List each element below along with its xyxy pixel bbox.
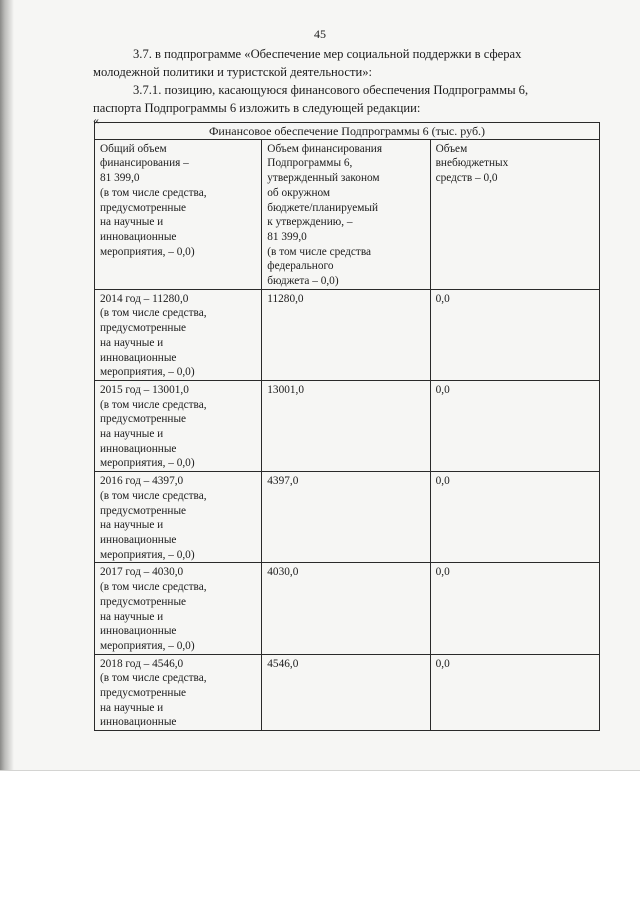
year-offbudget-cell: 0,0	[430, 472, 599, 563]
opening-quote-mark: «	[93, 113, 99, 127]
year-total-cell	[95, 472, 262, 563]
cell-line: предусмотренные	[100, 504, 187, 517]
cell-line: утвержденный законом	[267, 172, 380, 185]
cell-line: на научные и	[100, 610, 164, 623]
table-row	[95, 472, 600, 563]
table-caption: Финансовое обеспечение Подпрограммы 6 (тыс. руб.)	[95, 123, 600, 140]
cell-line: внебюджетных	[435, 157, 509, 170]
cell-line: (в том числе средства,	[100, 398, 207, 411]
cell-line: на научные и	[100, 336, 164, 349]
table-row	[95, 563, 600, 654]
cell-line: инновационные	[100, 230, 177, 243]
cell-line: бюджета – 0,0)	[267, 275, 339, 288]
table-row	[95, 289, 600, 380]
paragraph-3-7-1	[93, 81, 598, 117]
table-row	[95, 380, 600, 471]
cell-line: (в том числе средства,	[100, 489, 207, 502]
year-budget-cell: 4030,0	[262, 563, 430, 654]
cell-line: мероприятия, – 0,0)	[100, 366, 195, 379]
cell-line: (в том числе средства	[267, 245, 372, 258]
cell-line: инновационные	[100, 351, 177, 364]
year-offbudget-cell: 0,0	[430, 563, 599, 654]
cell-line: 2014 год – 11280,0	[100, 292, 189, 305]
cell-line: (в том числе средства,	[100, 581, 207, 594]
cell-line: предусмотренные	[100, 595, 187, 608]
year-offbudget-cell: 0,0	[430, 380, 599, 471]
cell-line: (в том числе средства,	[100, 307, 207, 320]
cell-line: инновационные	[100, 533, 177, 546]
cell-line: федерального	[267, 260, 334, 273]
cell-line: предусмотренные	[100, 201, 187, 214]
table-header-row	[95, 139, 600, 289]
financing-table	[94, 122, 600, 731]
cell-line: 81 399,0	[267, 230, 307, 243]
table-row	[95, 654, 600, 731]
year-total-cell	[95, 380, 262, 471]
cell-line: Общий объем	[100, 142, 167, 155]
paragraph-line: паспорта Подпрограммы 6 изложить в следующей редакции:	[93, 101, 421, 115]
cell-line: на научные и	[100, 701, 164, 714]
cell-line: мероприятия, – 0,0)	[100, 548, 195, 561]
year-total-cell	[95, 563, 262, 654]
cell-line: средств – 0,0	[435, 172, 498, 185]
year-offbudget-cell: 0,0	[430, 289, 599, 380]
cell-line: об окружном	[267, 186, 331, 199]
paragraph-line: молодежной политики и туристской деятельности»:	[93, 65, 373, 79]
cell-line: предусмотренные	[100, 687, 187, 700]
cell-line: 81 399,0	[100, 172, 140, 185]
paragraph-line: 3.7.1. позицию, касающуюся финансового обеспечения Подпрограммы 6,	[133, 83, 529, 97]
cell-line: 2018 год – 4546,0	[100, 657, 184, 670]
scan-shadow-edge	[0, 0, 14, 770]
paragraph-3-7	[93, 45, 598, 81]
cell-line: на научные и	[100, 216, 164, 229]
cell-line: Подпрограммы 6,	[267, 157, 353, 170]
cell-line: финансирования –	[100, 157, 189, 170]
year-budget-cell: 11280,0	[262, 289, 430, 380]
cell-line: бюджете/планируемый	[267, 201, 378, 214]
year-total-cell	[95, 289, 262, 380]
cell-line: Объем финансирования	[267, 142, 383, 155]
cell-line: инновационные	[100, 716, 177, 729]
cell-line: (в том числе средства,	[100, 672, 207, 685]
cell-line: Объем	[435, 142, 468, 155]
cell-line: инновационные	[100, 442, 177, 455]
cell-line: (в том числе средства,	[100, 186, 207, 199]
year-budget-cell: 4397,0	[262, 472, 430, 563]
year-budget-cell: 4546,0	[262, 654, 430, 731]
paragraph-line: 3.7. в подпрограмме «Обеспечение мер социальной поддержки в сферах	[133, 47, 522, 61]
cell-line: к утверждению, –	[267, 216, 353, 229]
cell-line: инновационные	[100, 625, 177, 638]
cell-line: предусмотренные	[100, 413, 187, 426]
cell-line: 2016 год – 4397,0	[100, 475, 184, 488]
year-total-cell	[95, 654, 262, 731]
header-budget-cell	[262, 139, 430, 289]
cell-line: на научные и	[100, 428, 164, 441]
page-number: 45	[314, 27, 326, 41]
year-offbudget-cell: 0,0	[430, 654, 599, 731]
cell-line: мероприятия, – 0,0)	[100, 245, 195, 258]
header-total-cell	[95, 139, 262, 289]
cell-line: 2017 год – 4030,0	[100, 566, 184, 579]
cell-line: мероприятия, – 0,0)	[100, 457, 195, 470]
cell-line: на научные и	[100, 519, 164, 532]
year-budget-cell: 13001,0	[262, 380, 430, 471]
cell-line: предусмотренные	[100, 322, 187, 335]
cell-line: 2015 год – 13001,0	[100, 383, 189, 396]
header-offbudget-cell	[430, 139, 599, 289]
cell-line: мероприятия, – 0,0)	[100, 639, 195, 652]
